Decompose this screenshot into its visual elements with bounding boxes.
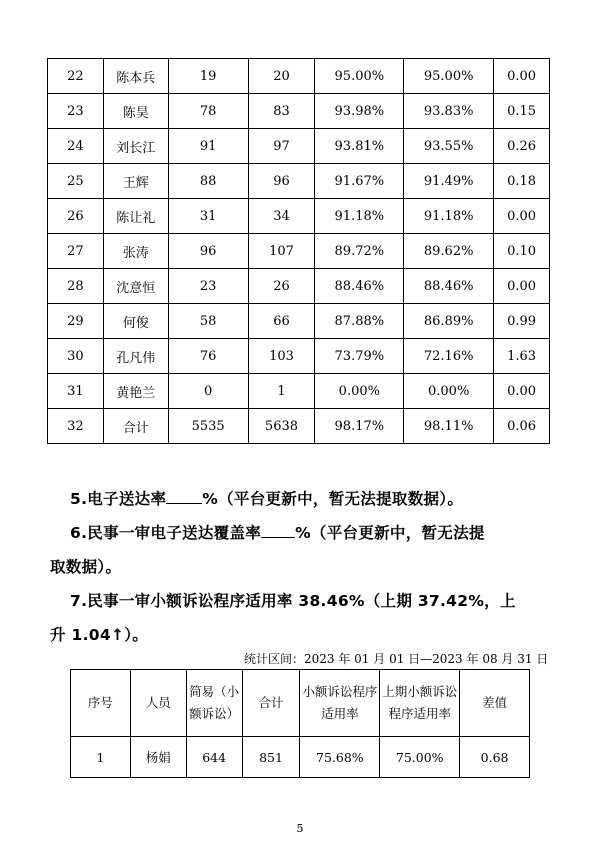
blank-line <box>261 523 295 538</box>
paragraph-5-tail: %（平台更新中，暂无法提取数据）。 <box>202 490 464 508</box>
cell-no: 28 <box>48 269 104 304</box>
cell-prev-rate: 93.55% <box>404 129 494 164</box>
header-total: 合计 <box>242 670 300 737</box>
cell-no: 26 <box>48 199 104 234</box>
table-row <box>48 59 550 94</box>
cell-name: 张涛 <box>103 234 168 269</box>
cell-count-a: 31 <box>168 199 248 234</box>
cell-name: 黄艳兰 <box>103 374 168 409</box>
cell-diff: 0.00 <box>494 59 550 94</box>
cell-rate: 91.67% <box>315 164 404 199</box>
cell-count-a: 91 <box>168 129 248 164</box>
cell-name: 沈意恒 <box>103 269 168 304</box>
cell-prev: 75.00% <box>380 737 460 778</box>
paragraph-6-lead: 6.民事一审电子送达覆盖率 <box>70 524 262 542</box>
cell-diff: 0.26 <box>494 129 550 164</box>
paragraph-7-cont: 升 1.04↑）。 <box>50 626 149 644</box>
cell-diff: 0.15 <box>494 94 550 129</box>
rate-table <box>47 58 550 444</box>
cell-prev-rate: 91.18% <box>404 199 494 234</box>
paragraph-5-lead: 5.电子送达率 <box>70 490 167 508</box>
blank-line <box>166 489 202 504</box>
cell-count-a: 0 <box>168 374 248 409</box>
cell-simple: 644 <box>186 737 242 778</box>
cell-name: 孔凡伟 <box>103 339 168 374</box>
cell-prev-rate: 95.00% <box>404 59 494 94</box>
cell-count-a: 5535 <box>168 409 248 444</box>
cell-rate: 0.00% <box>315 374 404 409</box>
table-row <box>48 199 550 234</box>
cell-rate: 87.88% <box>315 304 404 339</box>
cell-prev-rate: 93.83% <box>404 94 494 129</box>
header-prev: 上期小额诉讼程序适用率 <box>380 670 460 737</box>
cell-count-b: 103 <box>248 339 315 374</box>
cell-no: 25 <box>48 164 104 199</box>
cell-count-a: 19 <box>168 59 248 94</box>
cell-rate: 88.46% <box>315 269 404 304</box>
header-no: 序号 <box>71 670 131 737</box>
cell-count-a: 23 <box>168 269 248 304</box>
cell-no: 22 <box>48 59 104 94</box>
cell-person: 杨娟 <box>130 737 186 778</box>
cell-count-b: 5638 <box>248 409 315 444</box>
cell-count-b: 97 <box>248 129 315 164</box>
cell-name: 刘长江 <box>103 129 168 164</box>
stat-range: 统计区间：2023 年 01 月 01 日—2023 年 08 月 31 日 <box>244 652 549 666</box>
header-rate: 小额诉讼程序适用率 <box>300 670 380 737</box>
cell-diff: 0.68 <box>460 737 530 778</box>
cell-count-b: 34 <box>248 199 315 234</box>
header-person: 人员 <box>130 670 186 737</box>
cell-diff: 1.63 <box>494 339 550 374</box>
table-row <box>48 339 550 374</box>
cell-prev-rate: 86.89% <box>404 304 494 339</box>
cell-rate: 89.72% <box>315 234 404 269</box>
cell-prev-rate: 98.11% <box>404 409 494 444</box>
cell-prev-rate: 91.49% <box>404 164 494 199</box>
cell-no: 31 <box>48 374 104 409</box>
cell-rate: 93.81% <box>315 129 404 164</box>
table-row <box>48 94 550 129</box>
cell-name: 陈本兵 <box>103 59 168 94</box>
table-row <box>48 269 550 304</box>
cell-prev-rate: 89.62% <box>404 234 494 269</box>
cell-count-a: 78 <box>168 94 248 129</box>
table-row <box>48 304 550 339</box>
cell-rate: 91.18% <box>315 199 404 234</box>
cell-rate: 98.17% <box>315 409 404 444</box>
cell-no: 24 <box>48 129 104 164</box>
cell-count-b: 20 <box>248 59 315 94</box>
cell-total: 851 <box>242 737 300 778</box>
cell-name: 陈让礼 <box>103 199 168 234</box>
cell-name: 王辉 <box>103 164 168 199</box>
table-row <box>48 129 550 164</box>
table-header-row <box>71 670 530 737</box>
table-row <box>71 737 530 778</box>
cell-diff: 0.18 <box>494 164 550 199</box>
rate-table-body <box>48 59 550 444</box>
paragraph-6 <box>70 521 485 543</box>
cell-no: 27 <box>48 234 104 269</box>
cell-no: 29 <box>48 304 104 339</box>
cell-count-a: 88 <box>168 164 248 199</box>
cell-no: 1 <box>71 737 131 778</box>
cell-diff: 0.00 <box>494 269 550 304</box>
cell-count-b: 1 <box>248 374 315 409</box>
cell-count-b: 96 <box>248 164 315 199</box>
table-row <box>48 234 550 269</box>
cell-rate: 75.68% <box>300 737 380 778</box>
cell-rate: 73.79% <box>315 339 404 374</box>
cell-diff: 0.00 <box>494 199 550 234</box>
cell-count-b: 26 <box>248 269 315 304</box>
cell-rate: 95.00% <box>315 59 404 94</box>
header-diff: 差值 <box>460 670 530 737</box>
cell-count-a: 58 <box>168 304 248 339</box>
paragraph-6-tail: %（平台更新中，暂无法提 <box>295 524 485 542</box>
cell-prev-rate: 88.46% <box>404 269 494 304</box>
cell-name: 合计 <box>103 409 168 444</box>
cell-diff: 0.06 <box>494 409 550 444</box>
cell-count-b: 107 <box>248 234 315 269</box>
cell-prev-rate: 0.00% <box>404 374 494 409</box>
paragraph-6-cont: 取数据）。 <box>50 558 122 576</box>
cell-no: 30 <box>48 339 104 374</box>
cell-count-a: 76 <box>168 339 248 374</box>
cell-diff: 0.00 <box>494 374 550 409</box>
cell-diff: 0.99 <box>494 304 550 339</box>
cell-name: 何俊 <box>103 304 168 339</box>
header-simple: 简易（小额诉讼） <box>186 670 242 737</box>
paragraph-5 <box>70 487 463 509</box>
cell-count-b: 83 <box>248 94 315 129</box>
cell-diff: 0.10 <box>494 234 550 269</box>
cell-rate: 93.98% <box>315 94 404 129</box>
table-row <box>48 164 550 199</box>
small-claims-table <box>70 669 530 778</box>
cell-no: 23 <box>48 94 104 129</box>
table-row <box>48 374 550 409</box>
cell-prev-rate: 72.16% <box>404 339 494 374</box>
cell-count-b: 66 <box>248 304 315 339</box>
table-row <box>48 409 550 444</box>
cell-count-a: 96 <box>168 234 248 269</box>
cell-name: 陈昊 <box>103 94 168 129</box>
page-number: 5 <box>296 822 304 835</box>
cell-no: 32 <box>48 409 104 444</box>
paragraph-7: 7.民事一审小额诉讼程序适用率 38.46%（上期 37.42%，上 <box>70 592 516 610</box>
